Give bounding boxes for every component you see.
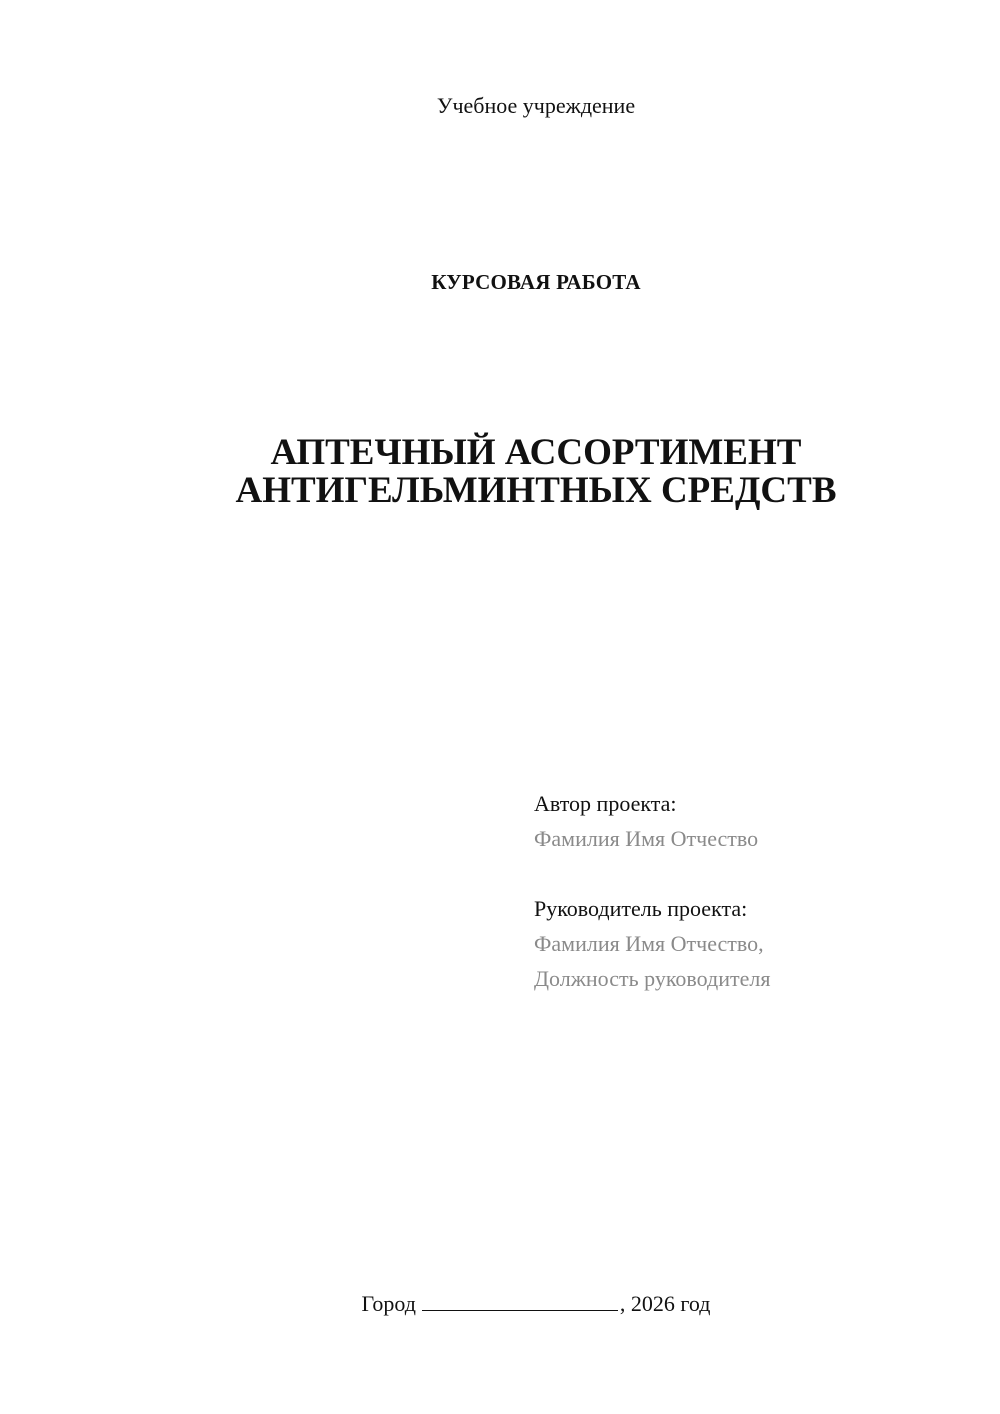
document-title-line-2: АНТИГЕЛЬМИНТНЫХ СРЕДСТВ — [235, 470, 837, 511]
supervisor-position: Должность руководителя — [534, 966, 771, 991]
city-blank-line — [422, 1290, 618, 1311]
year-text: , 2026 год — [619, 1291, 711, 1316]
project-info-block — [534, 786, 770, 996]
city-label: Город — [361, 1291, 416, 1316]
work-type-heading: КУРСОВАЯ РАБОТА — [431, 270, 641, 294]
supervisor-label: Руководитель проекта: — [534, 896, 748, 921]
info-spacer — [534, 856, 770, 891]
footer-city-year — [0, 1289, 1000, 1319]
document-title-line-1: АПТЕЧНЫЙ АССОРТИМЕНТ — [270, 432, 802, 473]
document-title — [0, 434, 1000, 510]
author-label: Автор проекта: — [534, 791, 677, 816]
author-name: Фамилия Имя Отчество — [534, 826, 759, 851]
supervisor-name: Фамилия Имя Отчество, — [534, 931, 764, 956]
institution-name: Учебное учреждение — [436, 93, 636, 118]
